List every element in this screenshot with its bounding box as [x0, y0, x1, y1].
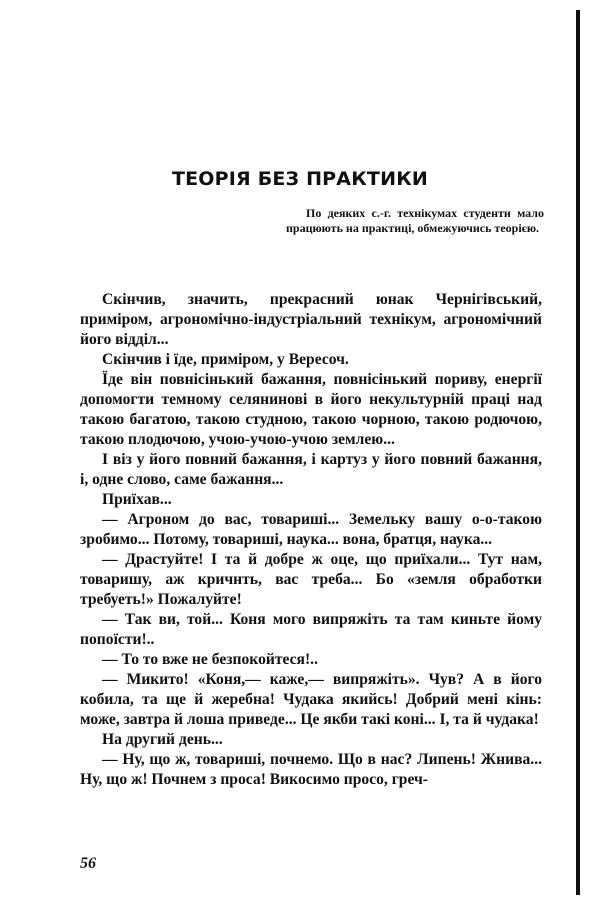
paragraph: — Агроном до вас, товариші... Земельку вашу о-о-такою зробимо... Потому, товариші, наука... вона, братця, наука... [80, 511, 542, 548]
epigraph: По деяких с.-г. технікумах студенти мало працюють на практиці, обмежуючись теорією. [286, 206, 544, 235]
page-number: 56 [80, 855, 96, 872]
paragraph: — То то вже не безпокойтеся!.. [102, 651, 318, 668]
paragraph: Скінчив і їде, приміром, у Вересоч. [102, 351, 349, 368]
paragraph: — Драстуйте! І та й добре ж оце, що приїхали... Тут нам, товаришу, аж кричнть, вас треба... Бо «земля обработки требуеть!» Пожалуйте! [80, 551, 542, 608]
paragraph: — Так ви, той... Коня мого випряжіть та там киньте йому попоїсти!.. [80, 611, 542, 648]
paragraph: Приїхав... [102, 491, 172, 508]
chapter-title: ТЕОРІЯ БЕЗ ПРАКТИКИ [171, 168, 429, 190]
paragraph: На другий день... [102, 731, 223, 748]
paragraph: Їде він повнісінький бажання, повнісінький пориву, енергії допомогти темному селянинові в його некультурній праці над такою багатою, такою студною, такою чорною, такою родючою, такою плодючою, учою-учою-учою землею... [80, 371, 542, 448]
paragraph: І віз у його повний бажання, і картуз у його повний бажання, і, одне слово, саме бажання... [80, 451, 542, 488]
paragraph: Скінчив, значить, прекрасний юнак Чернігівський, приміром, агрономічно-індустріальний технікум, агрономічний його відділ... [80, 291, 542, 348]
paragraph: — Микито! «Коня,— каже,— випряжіть». Чув? А в його кобила, та ще й жеребна! Чудака якийсь! Добрий мені кінь: може, завтра й лоша приведе... Це якби такі коні... І, та й чудака! [80, 671, 542, 728]
paragraph: — Ну, що ж, товариші, почнемо. Що в нас? Липень! Жнива... Ну, що ж! Почнем з проса! Викосимо просо, греч- [80, 751, 542, 788]
page-edge-shadow [576, 10, 580, 895]
body-text [80, 290, 542, 790]
